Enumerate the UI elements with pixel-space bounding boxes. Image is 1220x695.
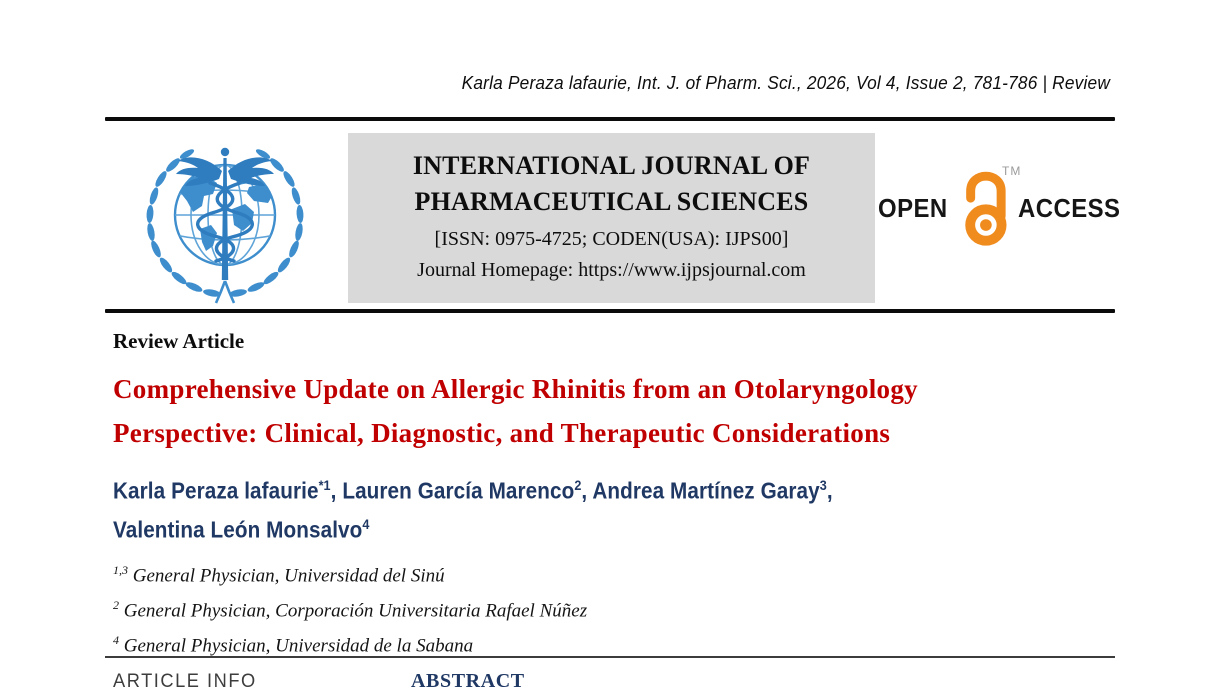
- affiliation-text: General Physician, Universidad del Sinú: [128, 565, 445, 587]
- author-name: Andrea Martínez Garay: [592, 477, 820, 504]
- homepage-url-link[interactable]: https://www.ijpsjournal.com: [578, 259, 806, 281]
- author-list: [113, 469, 1148, 546]
- author-separator: ,: [330, 477, 343, 504]
- affiliation-line: [113, 591, 1123, 626]
- author-name: Lauren García Marenco: [342, 477, 575, 504]
- affiliation-marker: 4: [113, 632, 119, 647]
- open-access-open-label: OPEN: [878, 192, 948, 223]
- author-affiliation-marker: 3: [819, 477, 827, 493]
- masthead-divider-rule: [105, 309, 1115, 313]
- affiliation-list: [113, 556, 1123, 660]
- author-name: Valentina León Monsalvo: [113, 516, 363, 543]
- article-title-line2: Perspective: Clinical, Diagnostic, and Therapeutic Considerations: [113, 418, 891, 448]
- affiliation-line: [113, 556, 1123, 591]
- open-access-access-label: ACCESS: [1017, 192, 1121, 223]
- homepage-label: Journal Homepage:: [417, 259, 579, 281]
- author-separator: ,: [581, 477, 593, 504]
- author-affiliation-marker: *1: [318, 477, 331, 493]
- top-divider-rule: [105, 117, 1115, 121]
- article-title: [113, 367, 1123, 455]
- author-name: Karla Peraza lafaurie: [113, 477, 319, 504]
- abstract-divider-rule: [105, 656, 1115, 658]
- journal-logo: [120, 131, 330, 319]
- trademark-label: TM: [1002, 164, 1022, 178]
- author-affiliation-marker: 4: [362, 515, 370, 532]
- abstract-heading: ABSTRACT: [411, 670, 525, 692]
- journal-masthead-box: [348, 133, 875, 303]
- journal-issn-coden: [ISSN: 0975-4725; CODEN(USA): IJPS00]: [434, 228, 789, 250]
- article-type-label: Review Article: [113, 329, 245, 353]
- author-affiliation-marker: 2: [574, 477, 582, 493]
- journal-homepage-line: [348, 255, 875, 286]
- affiliation-text: General Physician, Universidad de la Sabana: [119, 634, 474, 656]
- running-head-citation: Karla Peraza lafaurie, Int. J. of Pharm. Sci., 2026, Vol 4, Issue 2, 781-786 | Review: [461, 73, 1110, 93]
- journal-title-line1: INTERNATIONAL JOURNAL OF: [412, 151, 811, 180]
- affiliation-text: General Physician, Corporación Universitaria Rafael Núñez: [119, 600, 588, 622]
- affiliation-marker: 1,3: [113, 563, 128, 577]
- info-abstract-header-row: [113, 670, 525, 693]
- journal-title-line2: PHARMACEUTICAL SCIENCES: [414, 187, 809, 216]
- affiliation-marker: 2: [113, 597, 119, 612]
- open-access-badge: [878, 158, 1121, 258]
- article-title-line1: Comprehensive Update on Allergic Rhinitis from an Otolaryngology: [113, 374, 918, 404]
- author-separator: ,: [826, 477, 833, 504]
- article-info-heading: ARTICLE INFO: [113, 671, 257, 692]
- who-caduceus-globe-icon: [120, 131, 330, 319]
